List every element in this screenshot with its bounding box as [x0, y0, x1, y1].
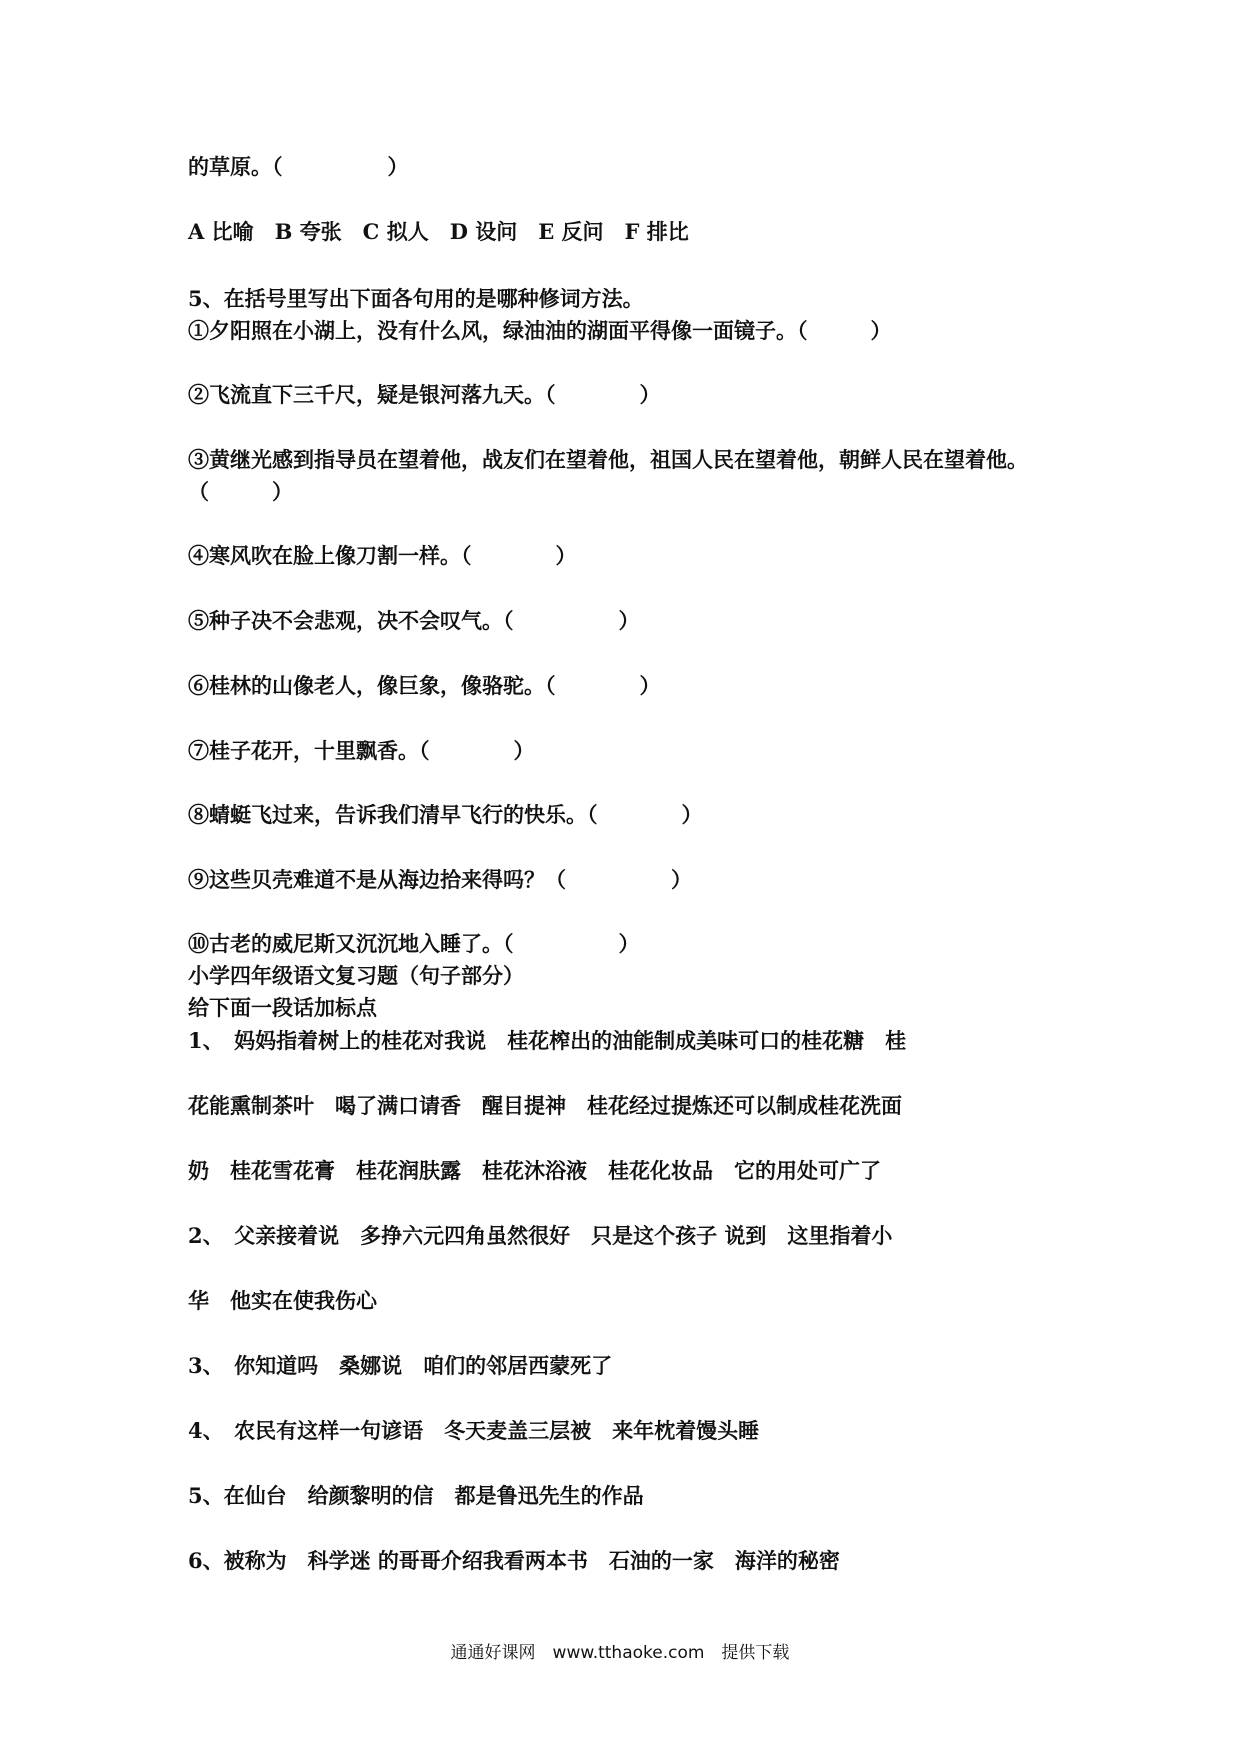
q5-item-1: ①夕阳照在小湖上，没有什么风，绿油油的湖面平得像一面镜子。（ ） — [188, 318, 892, 343]
punctuation-line-7: 4、 农民有这样一句谚语 冬天麦盖三层被 来年枕着馒头睡 — [188, 1418, 760, 1443]
q5-item-3-blank: （ ） — [188, 479, 293, 504]
section-instruction: 给下面一段话加标点 — [188, 995, 377, 1020]
punctuation-line-3: 奶 桂花雪花膏 桂花润肤露 桂花沐浴液 桂花化妆品 它的用处可广了 — [188, 1158, 881, 1183]
punctuation-line-8: 5、在仙台 给颜黎明的信 都是鲁迅先生的作品 — [188, 1483, 644, 1508]
q5-item-10: ⑩古老的威尼斯又沉沉地入睡了。（ ） — [188, 931, 640, 956]
rhetoric-options: A 比喻 B 夸张 C 拟人 D 设问 E 反问 F 排比 — [188, 219, 689, 244]
q5-item-6: ⑥桂林的山像老人，像巨象，像骆驼。（ ） — [188, 673, 661, 698]
q5-item-5: ⑤种子决不会悲观，决不会叹气。（ ） — [188, 608, 640, 633]
page-footer: 通通好课网 www.tthaoke.com 提供下载 — [450, 1643, 790, 1663]
q5-item-4: ④寒风吹在脸上像刀割一样。（ ） — [188, 543, 577, 568]
q5-item-7: ⑦桂子花开，十里飘香。（ ） — [188, 738, 535, 763]
prev-question-continuation: 的草原。（ ） — [188, 154, 409, 179]
section-title: 小学四年级语文复习题（句子部分） — [188, 963, 524, 988]
punctuation-line-1: 1、 妈妈指着树上的桂花对我说 桂花榨出的油能制成美味可口的桂花糖 桂 — [188, 1028, 907, 1053]
question-5-title: 5、在括号里写出下面各句用的是哪种修词方法。 — [188, 286, 644, 311]
q5-item-8: ⑧蜻蜓飞过来，告诉我们清早飞行的快乐。（ ） — [188, 802, 703, 827]
punctuation-line-2: 花能熏制茶叶 喝了满口请香 醒目提神 桂花经过提炼还可以制成桂花洗面 — [188, 1093, 902, 1118]
q5-item-3: ③黄继光感到指导员在望着他，战友们在望着他，祖国人民在望着他，朝鲜人民在望着他。 — [188, 447, 1028, 472]
q5-item-9: ⑨这些贝壳难道不是从海边拾来得吗？（ ） — [188, 867, 692, 892]
q5-item-2: ②飞流直下三千尺，疑是银河落九天。（ ） — [188, 382, 661, 407]
punctuation-line-6: 3、 你知道吗 桑娜说 咱们的邻居西蒙死了 — [188, 1353, 613, 1378]
punctuation-line-9: 6、被称为 科学迷 的哥哥介绍我看两本书 石油的一家 海洋的秘密 — [188, 1548, 840, 1573]
punctuation-line-5: 华 他实在使我伤心 — [188, 1288, 377, 1313]
punctuation-line-4: 2、 父亲接着说 多挣六元四角虽然很好 只是这个孩子 说到 这里指着小 — [188, 1223, 893, 1248]
